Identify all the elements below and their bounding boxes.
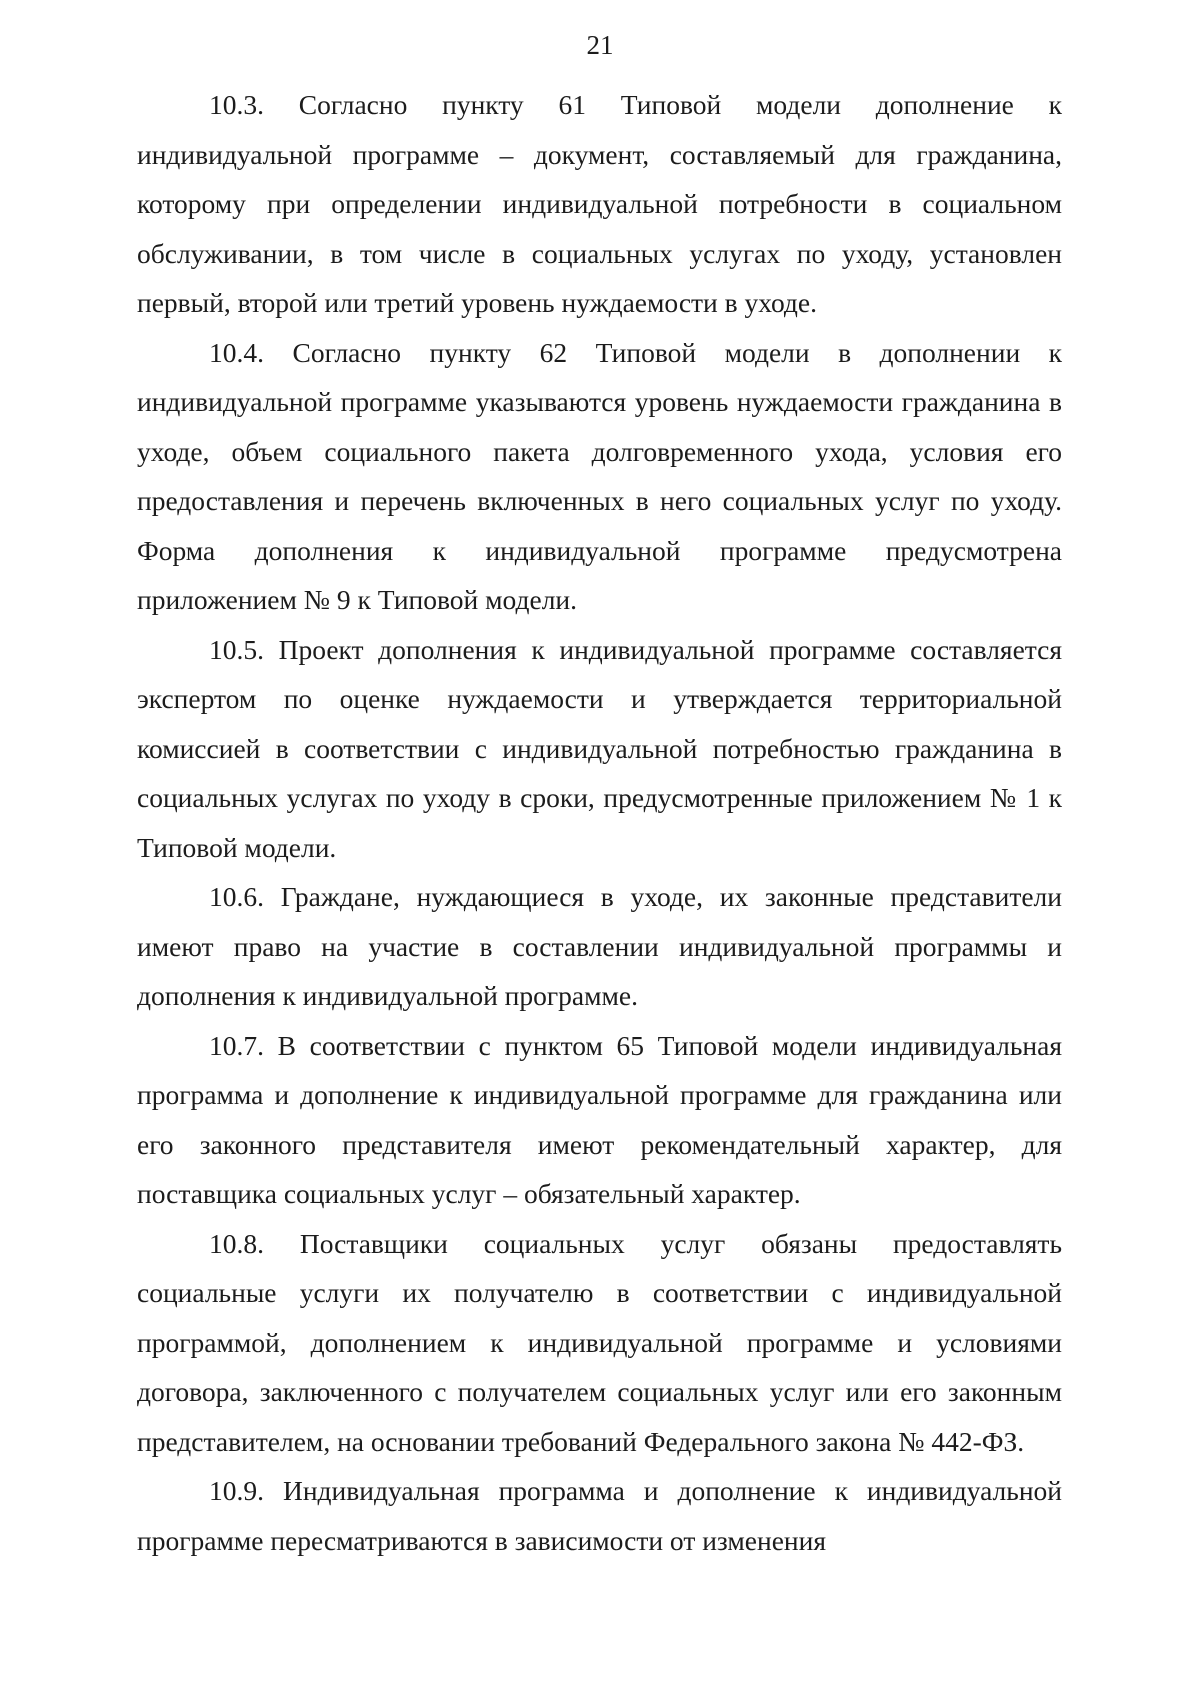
paragraph-10-4	[137, 328, 1062, 625]
paragraph-10-8	[137, 1219, 1062, 1467]
paragraph-number: 10.8.	[209, 1227, 264, 1259]
paragraph-number: 10.4.	[209, 336, 264, 368]
paragraph-10-3	[137, 80, 1062, 328]
paragraph-text: В соответствии с пунктом 65 Типовой модели индивидуальная программа и дополнение к индивидуальной программе для гражданина или его законного представителя имеют рекомендательный характер, для поставщика социальных услуг – обязательный характер.	[137, 1029, 1063, 1209]
paragraph-text: Проект дополнения к индивидуальной программе составляется экспертом по оценке нуждаемости и утверждается территориальной комиссией в соответствии с индивидуальной потребностью гражданина в социальных услугах по уходу в сроки, предусмотренные приложением № 1 к Типовой модели.	[137, 633, 1062, 863]
body-text	[137, 80, 1062, 1565]
paragraph-text: Согласно пункту 62 Типовой модели в дополнении к индивидуальной программе указываются уровень нуждаемости гражданина в уходе, объем социального пакета долговременного ухода, условия его предоставления и перечень включенных в него социальных услуг по уходу. Форма дополнения к индивидуальной программе предусмотрена приложением № 9 к Типовой модели.	[137, 336, 1063, 615]
paragraph-text: Индивидуальная программа и дополнение к индивидуальной программе пересматриваются в зависимости от изменения	[137, 1475, 1062, 1556]
paragraph-number: 10.3.	[209, 89, 264, 120]
page-number: 21	[586, 30, 614, 60]
paragraph-number: 10.7.	[209, 1029, 264, 1061]
paragraph-10-5	[137, 625, 1062, 873]
paragraph-text: Поставщики социальных услуг обязаны предоставлять социальные услуги их получателю в соответствии с индивидуальной программой, дополнением к индивидуальной программе и условиями договора, заключенного с получателем социальных услуг или его законным представителем, на основании требований Федерального закона № 442-ФЗ.	[137, 1227, 1062, 1457]
paragraph-text: Согласно пункту 61 Типовой модели дополнение к индивидуальной программе – документ, составляемый для гражданина, которому при определении индивидуальной потребности в социальном обслуживании, в том числе в социальных услугах по уходу, установлен первый, второй или третий уровень нуждаемости в уходе.	[137, 89, 1063, 318]
paragraph-10-9	[137, 1466, 1062, 1565]
paragraph-number: 10.9.	[209, 1475, 264, 1506]
paragraph-10-7	[137, 1021, 1062, 1219]
paragraph-number: 10.6.	[209, 881, 264, 912]
paragraph-number: 10.5.	[209, 633, 264, 665]
paragraph-10-6	[137, 872, 1062, 1021]
paragraph-text: Граждане, нуждающиеся в уходе, их законные представители имеют право на участие в составлении индивидуальной программы и дополнения к индивидуальной программе.	[137, 881, 1062, 1011]
